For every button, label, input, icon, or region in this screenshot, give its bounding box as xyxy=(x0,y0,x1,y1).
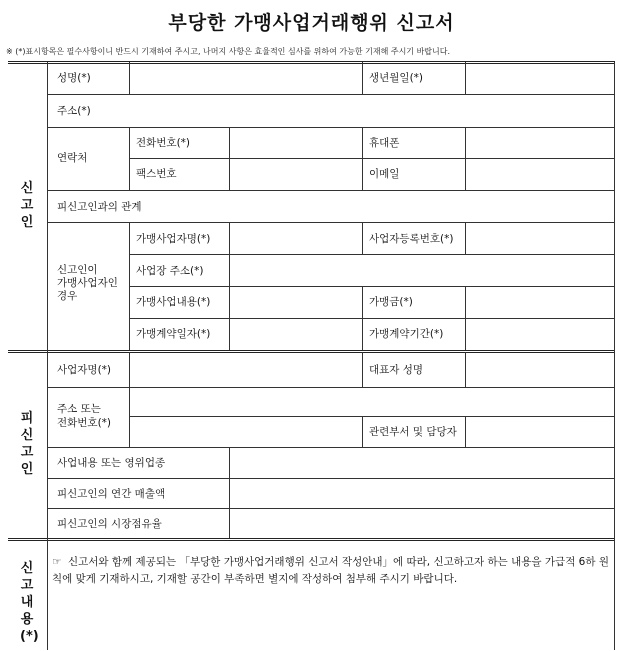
col-divider xyxy=(465,62,466,94)
label-mobile: 휴대폰 xyxy=(369,137,400,149)
row-divider xyxy=(129,158,615,159)
label-resp-address-line1: 주소 또는 xyxy=(57,403,101,415)
section-label-reporter xyxy=(16,180,38,231)
table-right-border xyxy=(614,62,615,650)
col-divider xyxy=(129,62,130,94)
col-divider xyxy=(229,254,230,286)
section-label-respondent-text: 피신고인 xyxy=(20,411,34,477)
label-contract-date: 가맹계약일자(*) xyxy=(136,328,211,340)
label-resp-address-line2: 전화번호(*) xyxy=(57,417,112,429)
label-relation: 피신고인과의 관계 xyxy=(57,201,142,213)
label-resp-biz-name: 사업자명(*) xyxy=(57,364,112,376)
label-contact: 연락처 xyxy=(57,152,88,164)
label-franchisee-group xyxy=(57,264,118,303)
label-name: 성명(*) xyxy=(57,72,91,84)
row-divider xyxy=(47,447,615,448)
col-divider xyxy=(465,352,466,387)
col-divider xyxy=(229,286,230,350)
label-address: 주소(*) xyxy=(57,105,91,117)
label-franchise-content: 가맹사업내용(*) xyxy=(136,296,211,308)
row-divider xyxy=(47,222,615,223)
col-divider xyxy=(229,127,230,190)
section-label-reporter-text: 신고인 xyxy=(20,181,34,230)
label-franchisee-group-line1: 신고인이 xyxy=(57,264,98,276)
row-divider xyxy=(47,508,615,509)
row-divider xyxy=(47,127,615,128)
label-contract-period: 가맹계약기간(*) xyxy=(369,328,444,340)
label-fax: 팩스번호 xyxy=(136,168,177,180)
col-divider xyxy=(229,447,230,538)
label-phone: 전화번호(*) xyxy=(136,137,191,149)
label-resp-biz-content: 사업내용 또는 영위업종 xyxy=(57,457,166,469)
content-instructions-text: 신고서와 함께 제공되는 「부당한 가맹사업거래행위 신고서 작성안내」에 따라, 신고하고자 하는 내용을 가급적 6하 원칙에 맞게 기재하시고, 기재할 공간이 부족하면 별지에 작성하여 첨부해 주시기 바랍니다. xyxy=(52,556,609,585)
col-divider xyxy=(129,352,130,447)
label-resp-address xyxy=(57,402,111,430)
col-divider xyxy=(229,222,230,254)
col-divider xyxy=(362,286,363,350)
col-divider xyxy=(362,222,363,254)
col-divider xyxy=(129,127,130,190)
col-divider xyxy=(362,416,363,447)
section-divider xyxy=(8,350,615,353)
table-top-border xyxy=(8,61,615,64)
label-resp-sales: 피신고인의 연간 매출액 xyxy=(57,488,166,500)
col-divider xyxy=(362,62,363,94)
col-divider xyxy=(47,62,48,650)
section-label-respondent xyxy=(16,410,38,478)
row-divider xyxy=(47,478,615,479)
row-divider xyxy=(129,286,615,287)
col-divider xyxy=(465,222,466,254)
row-divider xyxy=(129,416,615,417)
col-divider xyxy=(362,352,363,387)
label-franchise-fee: 가맹금(*) xyxy=(369,296,413,308)
pointing-hand-icon: ☞ xyxy=(52,556,62,568)
form-title: 부당한 가맹사업거래행위 신고서 xyxy=(168,12,455,34)
label-birth: 생년월일(*) xyxy=(369,72,424,84)
section-divider xyxy=(8,538,615,541)
label-franchisee-group-line3: 경우 xyxy=(57,290,78,302)
col-divider xyxy=(465,127,466,190)
label-franchisee-group-line2: 가맹사업자인 xyxy=(57,277,118,289)
label-email: 이메일 xyxy=(369,168,400,180)
label-biz-reg-no: 사업자등록번호(*) xyxy=(369,233,454,245)
row-divider xyxy=(47,387,615,388)
label-biz-address: 사업장 주소(*) xyxy=(136,265,204,277)
row-divider xyxy=(47,94,615,95)
row-divider xyxy=(47,190,615,191)
row-divider xyxy=(129,318,615,319)
form-note: ※ (*)표시항목은 필수사항이니 반드시 기재하여 주시고, 나머지 사항은 효율적인 심사를 위하여 가능한 기재해 주시기 바랍니다. xyxy=(6,47,451,56)
content-instructions xyxy=(52,554,612,588)
label-franchise-name: 가맹사업자명(*) xyxy=(136,233,211,245)
col-divider xyxy=(465,416,466,447)
col-divider xyxy=(129,222,130,350)
label-resp-ceo: 대표자 성명 xyxy=(369,364,424,376)
col-divider xyxy=(465,286,466,350)
label-resp-dept: 관련부서 및 담당자 xyxy=(369,426,457,438)
section-label-content-text: 신고내용(*) xyxy=(20,561,39,644)
row-divider xyxy=(129,254,615,255)
col-divider xyxy=(362,127,363,190)
section-label-content xyxy=(16,560,38,645)
label-resp-share: 피신고인의 시장점유율 xyxy=(57,518,162,530)
